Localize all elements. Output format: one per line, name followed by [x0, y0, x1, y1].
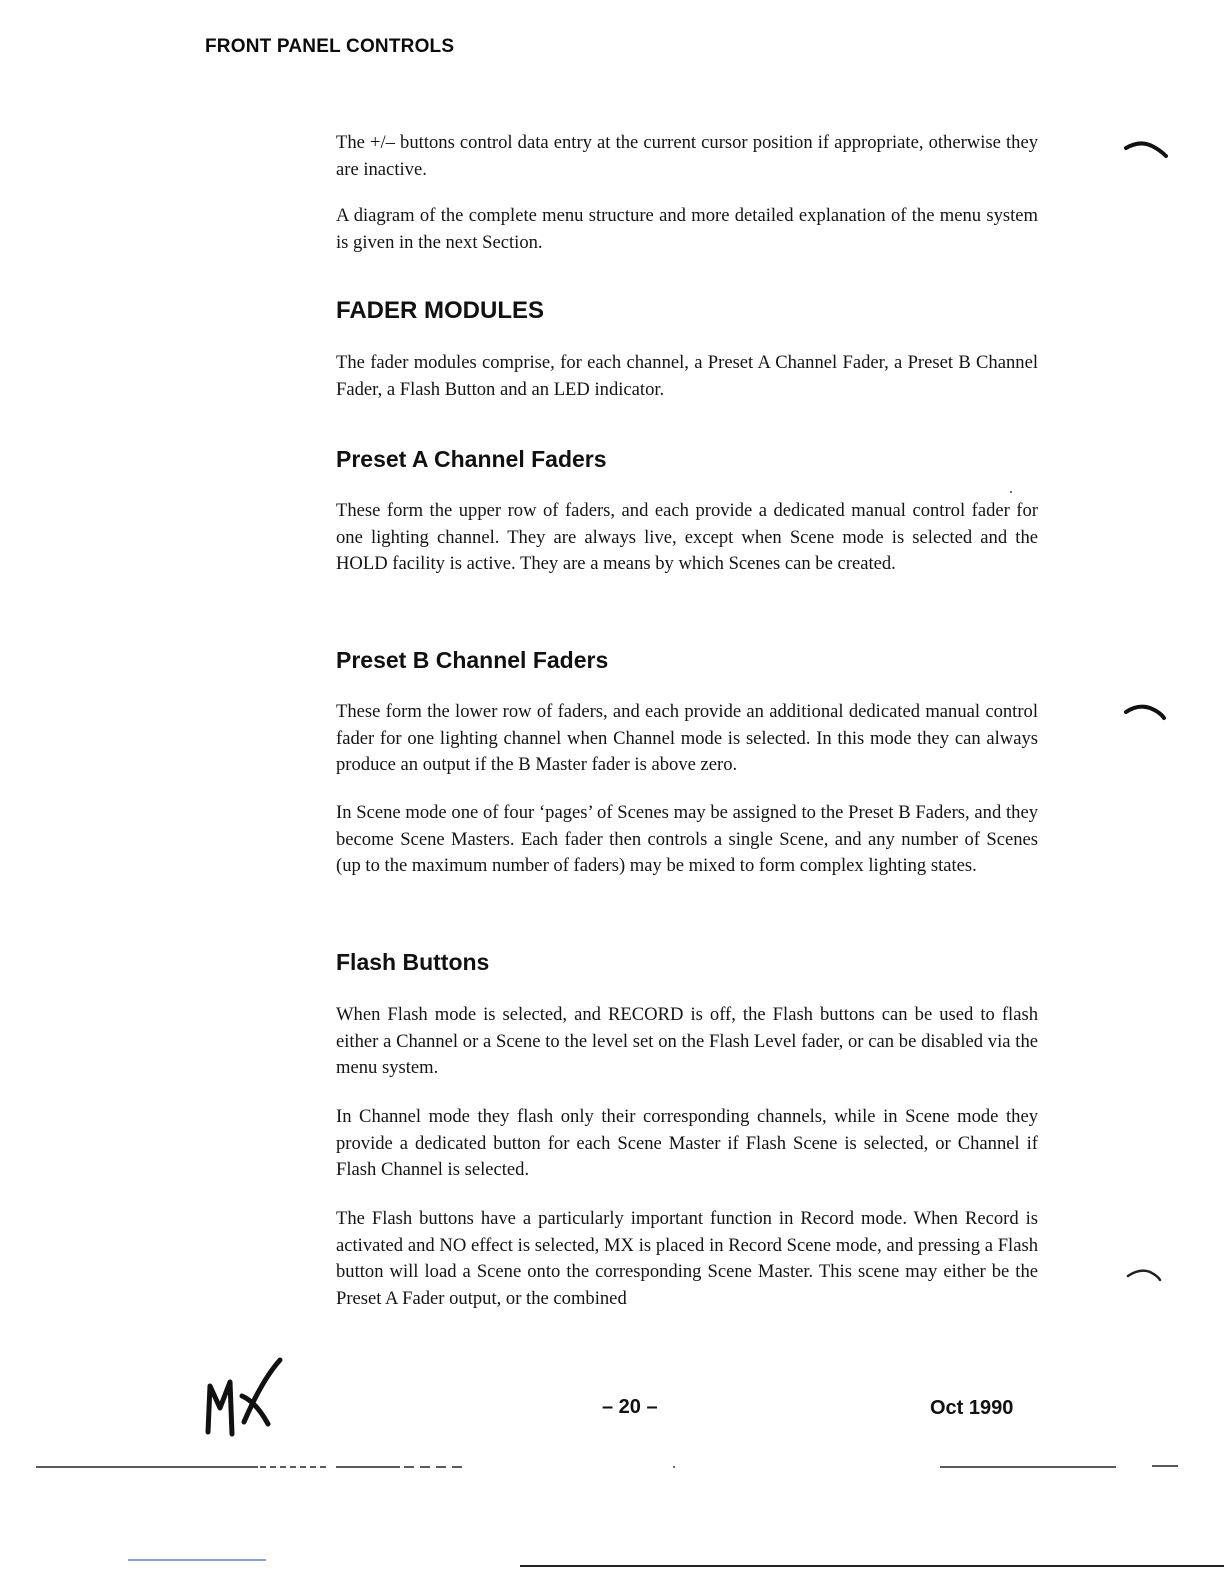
flash-buttons-heading: Flash Buttons: [336, 949, 490, 975]
preset-b-paragraph-2: In Scene mode one of four ‘pages’ of Scenes may be assigned to the Preset B Faders, and they become Scene Masters. Each fader then controls a single Scene, and any number of Scenes (up to the maximum number of faders) may be mixed to form complex lighting states.: [336, 802, 1038, 877]
flash-buttons-paragraph-3: The Flash buttons have a particularly important function in Record mode. When Record is activated and NO effect is selected, MX is placed in Record Scene mode, and pressing a Flash button will load a Scene onto the corresponding Scene Master. This scene may either be the Preset A Fader output, or the combined: [336, 1208, 1038, 1309]
fader-modules-heading: FADER MODULES: [336, 297, 545, 324]
preset-b-paragraph-1: These form the lower row of faders, and each provide an additional dedicated manual control fader for one lighting channel when Channel mode is selected. In this mode they can always produce an output if the B Master fader is above zero.: [336, 701, 1038, 776]
preset-a-heading: Preset A Channel Faders: [336, 446, 607, 472]
page-number: – 20 –: [602, 1396, 658, 1418]
revision-date: Oct 1990: [930, 1397, 1014, 1419]
flash-buttons-paragraph-2: In Channel mode they flash only their corresponding channels, while in Scene mode they provide a dedicated button for each Scene Master if Flash Scene is selected, or Channel if Flash Channel is selected.: [336, 1106, 1038, 1181]
intro-paragraph-2: A diagram of the complete menu structure and more detailed explanation of the menu system is given in the next Section.: [336, 205, 1038, 253]
flash-buttons-paragraph-1: When Flash mode is selected, and RECORD is off, the Flash buttons can be used to flash either a Channel or a Scene to the level set on the Flash Level fader, or can be disabled via the menu system.: [336, 1004, 1038, 1079]
intro-paragraph-1: The +/– buttons control data entry at the current cursor position if appropriate, otherwise they are inactive.: [336, 132, 1038, 180]
preset-a-paragraph: These form the upper row of faders, and each provide a dedicated manual control fader for one lighting channel. They are always live, except when Scene mode is selected and the HOLD facility is active. They are a means by which Scenes can be created.: [336, 500, 1038, 575]
preset-b-heading: Preset B Channel Faders: [336, 647, 609, 673]
fader-modules-paragraph: The fader modules comprise, for each channel, a Preset A Channel Fader, a Preset B Channel Fader, a Flash Button and an LED indicator.: [336, 352, 1038, 400]
running-header: FRONT PANEL CONTROLS: [205, 36, 455, 57]
